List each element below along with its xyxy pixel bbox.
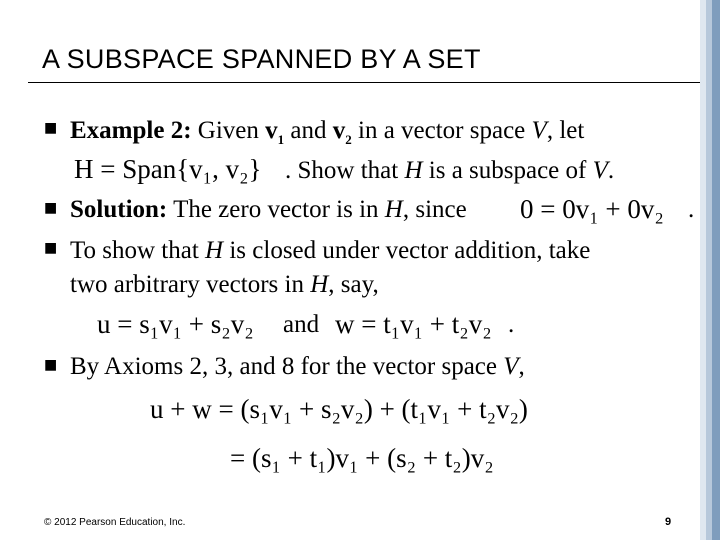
text: is a subspace of xyxy=(422,157,593,184)
page-number: 9 xyxy=(665,516,672,528)
bullet-1-line-2 xyxy=(285,156,614,186)
bullet-2-end: . xyxy=(688,196,695,223)
text: To show that xyxy=(70,237,206,264)
accent-bar xyxy=(700,0,720,540)
and-word: and xyxy=(283,311,320,338)
text: and xyxy=(284,117,333,144)
v2-symbol xyxy=(332,117,352,147)
text: , let xyxy=(546,117,585,144)
V-symbol: V xyxy=(531,117,547,144)
H-symbol: H xyxy=(310,271,329,298)
accent-stripe xyxy=(712,0,720,540)
text: , xyxy=(518,353,525,380)
bullet-marker: ■ xyxy=(44,120,58,136)
bullet-4-line-1 xyxy=(70,352,525,382)
slide-title: A SUBSPACE SPANNED BY A SET xyxy=(42,44,481,74)
bullet-marker: ■ xyxy=(44,200,58,216)
example-label: Example 2: xyxy=(70,117,192,144)
v2-letter: v xyxy=(332,117,346,144)
text: The zero vector is in xyxy=(167,196,385,223)
span-definition: H = Span{v₁, v₂} xyxy=(74,154,262,184)
solution-label: Solution: xyxy=(70,196,168,223)
w-definition: w = t₁v₁ + t₂v₂ xyxy=(335,309,492,339)
title-rule xyxy=(28,82,704,83)
bullet-marker: ■ xyxy=(44,240,58,256)
v2-sub: 2 xyxy=(345,132,352,147)
bullet-1-line-1 xyxy=(70,116,584,155)
bullet-marker: ■ xyxy=(44,357,58,373)
sum-line-2: = (s₁ + t₁)v₁ + (s₂ + t₂)v₂ xyxy=(230,443,494,473)
bullet-3-line-1 xyxy=(70,236,590,266)
bullet-2-line-1 xyxy=(70,195,467,225)
V-symbol: V xyxy=(503,353,519,380)
H-symbol: H xyxy=(205,237,224,264)
text: , say, xyxy=(328,271,379,298)
v1-letter: v xyxy=(265,117,278,144)
H-symbol: H xyxy=(404,157,423,184)
bullet-3-line-2 xyxy=(70,270,379,300)
sum-line-1: u + w = (s₁v₁ + s₂v₂) + (t₁v₁ + t₂v₂) xyxy=(150,394,528,424)
text: is closed under vector addition, take xyxy=(223,237,591,264)
text: Given xyxy=(191,117,266,144)
u-definition: u = s₁v₁ + s₂v₂ xyxy=(97,309,254,339)
bullet-3-end: . xyxy=(508,311,515,338)
v1-sub: 1 xyxy=(277,132,285,147)
text: . xyxy=(607,157,615,184)
text: two arbitrary vectors in xyxy=(70,271,311,298)
text: By Axioms 2, 3, and 8 for the vector space xyxy=(70,353,504,380)
zero-equation: 0 = 0v₁ + 0v₂ xyxy=(520,194,664,224)
H-symbol: H xyxy=(384,196,403,223)
text: in a vector space xyxy=(351,117,532,144)
text: . Show that xyxy=(285,157,405,184)
v1-symbol xyxy=(265,117,285,147)
text: , since xyxy=(402,196,467,223)
V-symbol: V xyxy=(592,157,608,184)
copyright-footer: © 2012 Pearson Education, Inc. xyxy=(44,517,186,528)
